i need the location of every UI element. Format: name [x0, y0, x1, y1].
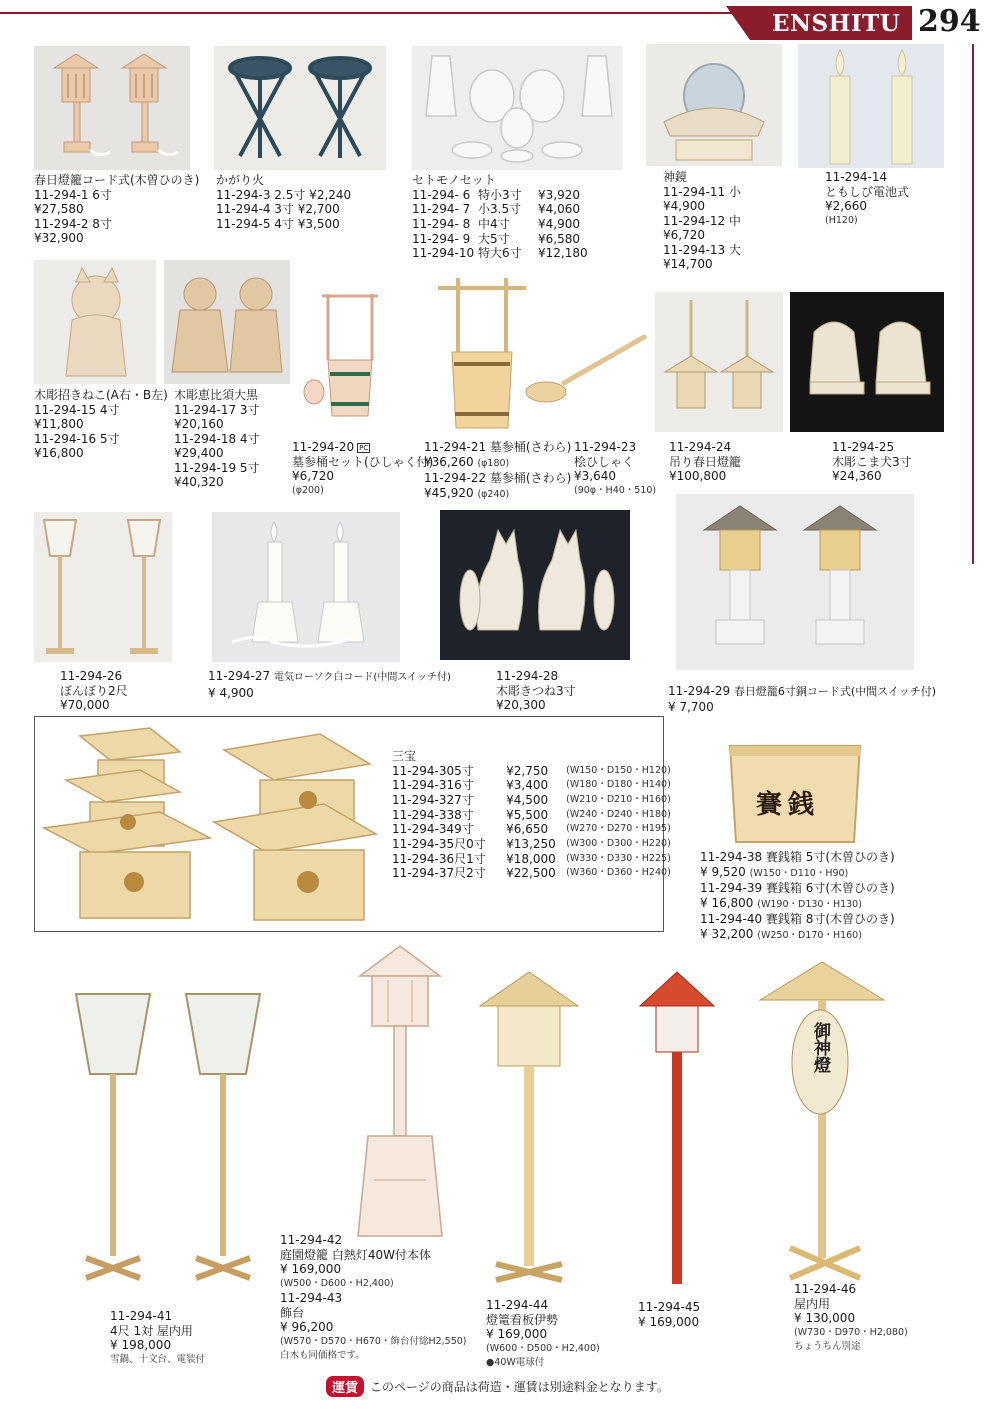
- okunai-lantern-photo: [66, 988, 272, 1296]
- item-price: ¥29,400: [174, 446, 224, 460]
- item-dim: (W500・D600・H2,400): [280, 1277, 394, 1289]
- item-name: 神鏡: [663, 170, 688, 184]
- page-number: 294: [918, 4, 981, 39]
- item-price: ¥ 32,200: [700, 926, 754, 941]
- table-row: 11-294-10 特大6寸 ¥12,180: [412, 246, 588, 261]
- item-name: セトモノセット: [412, 173, 496, 187]
- tsuri-kasuga-caption: [669, 440, 741, 484]
- item-dim: (W570・D570・H670・飾台付総H2,550): [280, 1335, 467, 1347]
- shinkyo-caption: [663, 170, 741, 272]
- item-price: ¥14,700: [663, 257, 713, 271]
- item-price: ¥ 9,520: [700, 864, 746, 879]
- kasuga-lantern-photo: [34, 46, 190, 170]
- item-line: 11-294-12 中: [663, 213, 741, 228]
- tomoshibi-caption: [825, 170, 909, 228]
- item-name: 吊り春日燈籠: [669, 454, 742, 469]
- denki-rosoku-photo: [212, 512, 400, 662]
- item-code: 11-294-1 6寸: [34, 187, 112, 202]
- item-line: 11-294-17 3寸: [174, 402, 260, 417]
- item-name: 庭園燈籠 白熱灯40W付本体: [280, 1247, 431, 1262]
- kasuga-cord-caption: [34, 173, 199, 246]
- item-price: ¥45,920: [424, 485, 474, 500]
- item-note: ちょうちん別途: [794, 1341, 861, 1352]
- sanpo-caption: [392, 749, 671, 881]
- item-dim: (φ240): [477, 488, 510, 500]
- item-code: 11-294-45: [638, 1300, 701, 1314]
- item-price: ¥6,720: [663, 228, 705, 242]
- kitsune-caption: [496, 669, 576, 713]
- table-row: 11-294-36 尺1寸 ¥18,000 (W330・D330・H225): [392, 851, 671, 866]
- table-row: 11-294-37 尺2寸 ¥22,500 (W360・D360・H240): [392, 866, 671, 881]
- item-name: 電気ローソク白コード(中間スイッチ付): [273, 672, 451, 683]
- item-dim: (W190・D130・H130): [757, 898, 862, 910]
- pc-badge: PC: [359, 443, 369, 452]
- manekineko-photo: [34, 260, 156, 384]
- item-price: ¥ 169,000: [638, 1314, 700, 1329]
- item-name: 4尺 1対 屋内用: [110, 1323, 193, 1338]
- kanban-lantern-photo: [476, 966, 582, 1288]
- item-price: ¥ 169,000: [486, 1327, 548, 1341]
- item-name: 燈篭看板伊勢: [486, 1312, 559, 1327]
- item-name: 木彫招きねこ(A右・B左): [34, 388, 168, 402]
- item-price: ¥32,900: [34, 231, 84, 245]
- item-dim: (W730・D970・H2,080): [794, 1326, 908, 1338]
- item-line: 11-294-38 賽銭箱 5寸(木曽ひのき): [700, 850, 895, 864]
- teien-lantern-photo: [354, 940, 446, 1240]
- item-price: ¥11,800: [34, 417, 84, 431]
- item-dim: (W600・D500・H2,400): [486, 1342, 600, 1354]
- item-code: 11-294-28: [496, 669, 559, 683]
- setomono-caption: [412, 173, 588, 261]
- saisen-caption: [700, 850, 895, 943]
- item-code: 11-294-25: [832, 440, 895, 454]
- sanpo-title: 三宝: [392, 749, 417, 763]
- item-line: 11-294-4 3寸 ¥2,700: [216, 202, 340, 216]
- item-dim: (90φ・H40・510): [574, 484, 657, 496]
- bonbori-photo: [34, 512, 172, 662]
- saisen-photo: [726, 742, 864, 846]
- item-code: 11-294-41: [110, 1309, 173, 1323]
- shinkyo-photo: [646, 44, 782, 166]
- table-row: 11-294- 7 小3.5寸 ¥4,060: [412, 202, 580, 217]
- sanpo-photo: [40, 722, 380, 924]
- okunai46-caption: [794, 1282, 908, 1355]
- saisen-box-text: 賽銭: [756, 790, 821, 820]
- item-price: ¥24,360: [832, 469, 882, 483]
- teien-caption: [280, 1233, 467, 1364]
- item-price: ¥ 96,200: [280, 1320, 334, 1334]
- denki-rosoku-caption: [208, 669, 451, 700]
- item-code: 11-294-43: [280, 1291, 343, 1305]
- item-name: 木彫こま犬3寸: [832, 454, 912, 469]
- hishaku-photo: [522, 330, 650, 412]
- item-line: 11-294-16 5寸: [34, 431, 120, 446]
- item-price: ¥6,720: [292, 469, 334, 483]
- item-price: ¥70,000: [60, 698, 110, 712]
- item-name: 木彫恵比須大黒: [174, 388, 259, 402]
- item-price: ¥ 198,000: [110, 1338, 172, 1352]
- item-line: 11-294-11 小: [663, 184, 741, 199]
- table-row: 11-294- 9 大5寸 ¥6,580: [412, 231, 580, 246]
- item-line: 11-294-39 賽銭箱 6寸(木曽ひのき): [700, 881, 895, 895]
- kasuga6-caption: [668, 684, 936, 714]
- item-code: 11-294-26: [60, 669, 123, 683]
- setomono-photo: [412, 46, 622, 170]
- item-name: 春日燈籠6寸銅コード式(中間スイッチ付): [733, 685, 937, 698]
- item-price: ¥ 7,700: [668, 699, 714, 714]
- item-price: ¥ 169,000: [280, 1262, 342, 1276]
- item-code: 11-294-23: [574, 440, 637, 454]
- item-price: ¥27,580: [34, 202, 84, 216]
- item-line: 11-294-15 4寸: [34, 402, 120, 417]
- item-note: 雪鍋、十文台、電装付: [110, 1353, 206, 1365]
- item-dim: (W250・D170・H160): [757, 929, 862, 941]
- komainu-caption: [832, 440, 912, 484]
- item-price: ¥20,160: [174, 417, 224, 431]
- kagaribi-caption: [216, 173, 351, 231]
- side-rule: [972, 44, 974, 564]
- red-lantern-caption: [638, 1300, 700, 1329]
- item-dim: (H120): [825, 214, 858, 226]
- table-row: 11-294-31 6寸 ¥3,400 (W180・D180・H140): [392, 778, 671, 793]
- table-row: 11-294-34 9寸 ¥6,650 (W270・D270・H195): [392, 822, 671, 837]
- kasuga6-photo: [676, 494, 914, 670]
- item-code: 11-294-24: [669, 440, 732, 454]
- table-row: 11-294-30 5寸 ¥2,750 (W150・D150・H120): [392, 763, 671, 778]
- footer-note: [326, 1376, 669, 1396]
- item-price: ¥ 130,000: [794, 1311, 856, 1325]
- item-line: 11-294-18 4寸: [174, 431, 260, 446]
- item-line: 11-294-22 墓参桶(さわら): [424, 471, 572, 485]
- chochin-text: 御神燈: [810, 1022, 830, 1073]
- okunai-chochin-photo: [756, 958, 888, 1284]
- red-lantern-photo: [636, 966, 718, 1292]
- table-row: 11-294-35 尺0寸 ¥13,250 (W300・D300・H220): [392, 837, 671, 852]
- bonbori-caption: [60, 669, 128, 713]
- brand-banner: [726, 6, 912, 40]
- item-name: 屋内用: [794, 1296, 831, 1311]
- item-note: 白木も同価格です。: [280, 1350, 365, 1361]
- item-price: ¥36,260: [424, 454, 474, 469]
- item-note: ●40W電球付: [486, 1357, 545, 1368]
- item-name: かがり火: [216, 173, 265, 187]
- tsuri-kasuga-photo: [655, 292, 783, 432]
- item-code: 11-294-14: [825, 170, 888, 184]
- item-code: 11-294-29: [668, 684, 731, 698]
- footer-text: このページの商品は荷造・運賃は別途料金となります。: [370, 1379, 669, 1394]
- sanpo-table: [392, 764, 671, 882]
- item-name: 春日燈籠コード式(木曽ひのき): [34, 173, 200, 187]
- oke-caption: [424, 440, 571, 502]
- item-name: 飾台: [280, 1305, 305, 1320]
- hishaku-caption: [574, 440, 656, 498]
- item-code: 11-294-2 8寸: [34, 216, 112, 231]
- item-price: ¥4,900: [663, 199, 705, 213]
- item-price: ¥40,320: [174, 475, 224, 489]
- oke-photo: [432, 272, 532, 432]
- setomono-table: [412, 188, 588, 262]
- kanban-caption: [486, 1298, 600, 1371]
- ebisu-photo: [164, 260, 290, 384]
- item-line: 11-294-5 4寸 ¥3,500: [216, 216, 340, 231]
- header-rule: [0, 12, 760, 14]
- item-price: ¥2,660: [825, 199, 867, 213]
- table-row: 11-294- 8 中4寸 ¥4,900: [412, 216, 580, 231]
- item-name: 木彫きつね3寸: [496, 683, 576, 698]
- item-dim: (φ180): [477, 457, 510, 469]
- item-code: 11-294-27: [208, 669, 271, 683]
- oke-set-photo: [292, 290, 404, 430]
- shipping-badge: 運賃: [326, 1376, 364, 1397]
- item-price: ¥100,800: [669, 469, 727, 483]
- item-name: ぼんぼり2尺: [60, 683, 128, 698]
- item-dim: (W150・D110・H90): [749, 867, 849, 879]
- oke-set-caption: [292, 440, 433, 498]
- table-row: 11-294-32 7寸 ¥4,500 (W210・D210・H160): [392, 792, 671, 807]
- item-line: 11-294-19 5寸: [174, 460, 260, 475]
- item-name: 桧ひしゃく: [574, 454, 635, 469]
- item-code: 11-294-42: [280, 1233, 343, 1247]
- item-code: 11-294-20: [292, 440, 355, 454]
- item-code: 11-294-44: [486, 1298, 549, 1312]
- item-line: 11-294-21 墓参桶(さわら): [424, 440, 572, 454]
- item-price: ¥ 16,800: [700, 895, 754, 910]
- item-code: 11-294-46: [794, 1282, 857, 1296]
- okunai41-caption: [110, 1309, 205, 1367]
- item-price: ¥3,640: [574, 469, 616, 483]
- kagaribi-photo: [214, 46, 386, 170]
- item-price: ¥ 4,900: [208, 685, 254, 700]
- table-row: 11-294- 6 特小3寸 ¥3,920: [412, 187, 580, 202]
- brand-text: ENSHITU: [772, 10, 901, 37]
- item-line: 11-294-40 賽銭箱 8寸(木曽ひのき): [700, 912, 895, 926]
- table-row: 11-294-33 8寸 ¥5,500 (W240・D240・H180): [392, 807, 671, 822]
- item-name: ともしび電池式: [825, 184, 910, 199]
- komainu-photo: [790, 292, 944, 432]
- item-price: ¥20,300: [496, 698, 546, 712]
- item-dim: (φ200): [292, 484, 324, 496]
- item-line: 11-294-13 大: [663, 242, 741, 257]
- item-name: 墓参桶セット(ひしゃく付): [292, 454, 434, 469]
- item-line: 11-294-3 2.5寸 ¥2,240: [216, 187, 352, 202]
- kitsune-photo: [440, 510, 630, 660]
- tomoshibi-photo: [798, 44, 944, 168]
- manekineko-caption: [34, 388, 168, 461]
- ebisu-caption: [174, 388, 260, 490]
- item-price: ¥16,800: [34, 446, 84, 460]
